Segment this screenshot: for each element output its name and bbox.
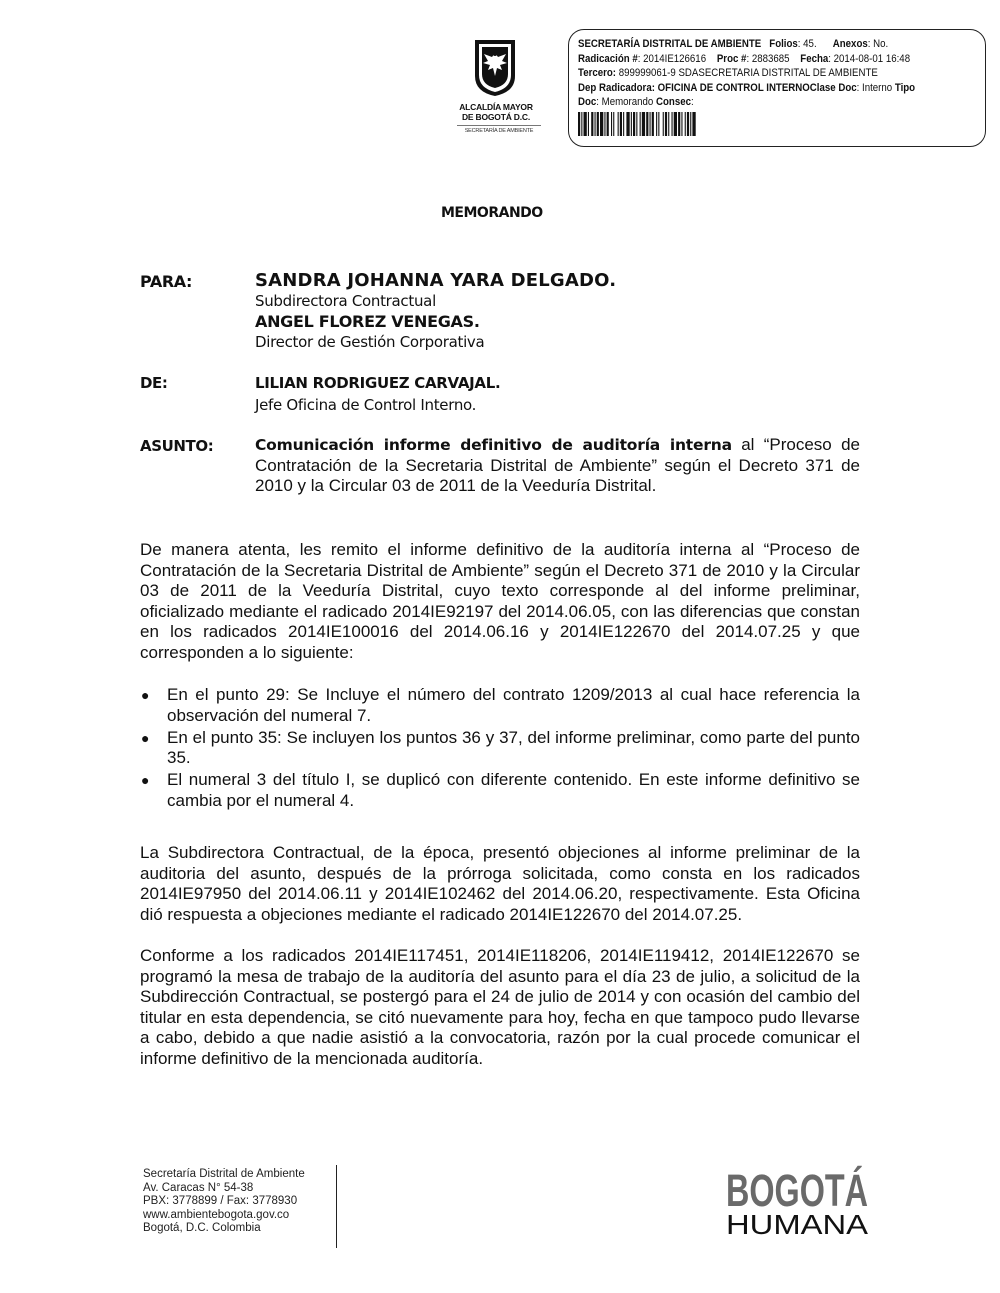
barcode-bar xyxy=(685,112,686,136)
footer-address xyxy=(143,1168,305,1236)
list-item xyxy=(140,770,860,811)
barcode-bar xyxy=(663,112,664,136)
bogota-humana-logo xyxy=(726,1165,871,1240)
sender-role: Jefe Oficina de Control Interno. xyxy=(255,396,477,414)
barcode-bar xyxy=(636,112,637,136)
list-item-text: En el punto 29: Se Incluye el número del contrato 1209/2013 al cual hace referencia la observación del numeral 7. xyxy=(167,685,860,725)
barcode-bar xyxy=(618,112,619,136)
barcode-bar xyxy=(665,112,667,136)
barcode-bar xyxy=(584,112,587,136)
recipient-name-1: SANDRA JOHANNA YARA DELGADO. xyxy=(255,270,617,291)
paragraph-objections: La Subdirectora Contractual, de la época, presentó objeciones al informe preliminar de la auditoria del asunto, después de la prórroga solicitada, como consta en los radicados 2014IE97950 del 2014.06.11 y 2014IE102462 del 2014.06.20, respectivamente. Esta Oficina dió respuesta a objeciones mediante el radicado 2014IE122670 del 2014.07.25. xyxy=(140,843,860,924)
stamp-proc-value: : 2883685 xyxy=(746,52,790,65)
barcode-bar xyxy=(631,112,632,136)
barcode-bar xyxy=(678,112,680,136)
stamp-tipo-label: Tipo xyxy=(894,81,916,94)
stamp-doc-value: : Memorando xyxy=(596,96,657,108)
barcode-bar xyxy=(607,112,609,136)
barcode-bar xyxy=(613,112,614,136)
barcode-bar xyxy=(633,112,635,136)
list-item xyxy=(140,728,860,769)
brand-line-2: HUMANA xyxy=(726,1209,869,1240)
footer-divider xyxy=(336,1165,337,1248)
stamp-radicacion-value: : 2014IE126616 xyxy=(637,52,707,65)
stamp-line-doc xyxy=(578,95,694,110)
recipient-name-2: ANGEL FLOREZ VENEGAS. xyxy=(255,312,480,331)
stamp-folios-value: : 45. xyxy=(797,38,817,50)
barcode-bar xyxy=(640,112,641,136)
stamp-consec-label: Consec xyxy=(656,96,691,108)
barcode-bar xyxy=(658,112,659,136)
stamp-anexos-label: Anexos xyxy=(832,38,868,50)
barcode-bar xyxy=(597,112,599,136)
stamp-fecha-label: Fecha xyxy=(800,52,829,65)
footer-line: Av. Caracas N° 54-38 xyxy=(143,1181,254,1194)
barcode-bar xyxy=(578,112,580,136)
bogota-crest-logo xyxy=(472,38,518,98)
footer-line: www.ambientebogota.gov.co xyxy=(143,1208,290,1221)
barcode-bar xyxy=(656,112,657,136)
stamp-proc-label: Proc # xyxy=(716,52,747,65)
barcode-bar xyxy=(668,112,669,136)
barcode-bar xyxy=(600,112,603,136)
stamp-clase-label: Clase Doc xyxy=(809,81,857,94)
barcode-bar xyxy=(692,112,695,136)
differences-list xyxy=(140,685,860,813)
barcode-bar xyxy=(626,112,629,136)
paragraph-meeting: Conforme a los radicados 2014IE117451, 2014IE118206, 2014IE119412, 2014IE122670 se programó la mesa de trabajo de la auditoría del asunto para el día 23 de julio, a solicitud de la Subdirección Contractual, se postergó para el 24 de julio de 2014 y con ocasión del cambio del titular en esta dependencia, se citó nuevamente para hoy, fecha en que tampoco pudo llevarse a cabo, debido a que nadie asistió a la convocatoria, razón por la cual procede comunicar el informe definitivo de la mencionada auditoría. xyxy=(140,946,860,1068)
bullet-icon: ● xyxy=(141,687,150,703)
list-item-text: El numeral 3 del título I, se duplicó con diferente contenido. En este informe definitivo se cambia por el numeral 4. xyxy=(167,770,860,810)
barcode-bar xyxy=(620,112,622,136)
barcode-bar xyxy=(687,112,689,136)
recipient-role-1: Subdirectora Contractual xyxy=(255,292,436,310)
de-label: DE: xyxy=(140,374,168,392)
para-label: PARA: xyxy=(140,272,193,291)
bullet-icon: ● xyxy=(141,729,150,746)
stamp-doc-label: Doc xyxy=(578,96,597,108)
barcode-bar xyxy=(681,112,682,136)
barcode-bar xyxy=(646,112,648,136)
stamp-line-dep xyxy=(578,81,915,96)
barcode-bar xyxy=(588,112,589,136)
barcode-image xyxy=(578,112,783,136)
list-item xyxy=(140,685,860,726)
logo-divider xyxy=(457,125,541,126)
footer-line: Secretaría Distrital de Ambiente xyxy=(143,1168,305,1180)
logo-text-secretaria: SECRETARÍA DE AMBIENTE xyxy=(464,128,534,134)
barcode-bar xyxy=(623,112,624,136)
stamp-clase-value: : Interno xyxy=(856,81,895,94)
footer-line: Bogotá, D.C. Colombia xyxy=(143,1222,261,1234)
barcode-bar xyxy=(581,112,582,136)
asunto-label: ASUNTO: xyxy=(140,437,214,455)
stamp-fecha-value: : 2014-08-01 16:48 xyxy=(828,52,911,65)
brand-line-1: BOGOTÁ xyxy=(726,1165,868,1216)
barcode-bar xyxy=(591,112,593,136)
stamp-dep-value: OFICINA DE CONTROL INTERNO xyxy=(654,81,810,94)
subject-rest: al “Proceso de Contratación de la Secretaria Distrital de Ambiente” según el Decreto 371 de 2010 y la Circular 03 de 2011 de la Veeduría Distrital. xyxy=(255,435,860,496)
barcode-bar xyxy=(690,112,691,136)
bullet-icon: ● xyxy=(141,772,150,789)
barcode-bar xyxy=(642,112,645,136)
subject-text xyxy=(255,435,860,497)
barcode-bar xyxy=(650,112,651,136)
stamp-consec-value: : xyxy=(690,96,694,108)
sender-name: LILIAN RODRIGUEZ CARVAJAL. xyxy=(255,374,501,392)
stamp-anexos-value: : No. xyxy=(867,38,889,50)
memo-title: MEMORANDO xyxy=(441,205,543,221)
subject-bold: Comunicación informe definitivo de auditoría interna xyxy=(255,436,732,454)
paragraph-intro: De manera atenta, les remito el informe definitivo de la auditoría interna al “Proceso de Contratación de la Secretaria Distrital de Ambiente” según el Decreto 371 de 2010 y la Circular 03 de 2011 de la Veeduría Distrital, cuyo texto corresponde al del informe preliminar, oficializado mediante el radicado 2014IE92197 del 2014.06.05, con las diferencias que constan en los radicados 2014IE100016 del 2014.06.16 y 2014IE122670 del 2014.07.25 y que corresponden a lo siguiente: xyxy=(140,540,860,662)
stamp-radicacion-label: Radicación # xyxy=(578,52,638,65)
logo-text-alcaldia: ALCALDÍA MAYOR xyxy=(459,102,533,112)
barcode-bar xyxy=(674,112,677,136)
barcode-bar xyxy=(604,112,605,136)
stamp-line-entity xyxy=(578,37,888,52)
stamp-line-tercero xyxy=(578,66,878,81)
footer-line: PBX: 3778899 / Fax: 3778930 xyxy=(143,1195,298,1207)
barcode-bar xyxy=(611,112,612,136)
logo-text-bogota: DE BOGOTÁ D.C. xyxy=(461,112,531,122)
barcode-bar xyxy=(595,112,596,136)
barcode-bar xyxy=(672,112,673,136)
stamp-dep-label: Dep Radicadora: xyxy=(578,81,655,94)
stamp-folios-label: Folios xyxy=(769,38,798,50)
stamp-line-radicacion xyxy=(578,52,910,67)
recipient-role-2: Director de Gestión Corporativa xyxy=(255,333,485,351)
stamp-tercero-label: Tercero: xyxy=(578,67,617,79)
stamp-entity: SECRETARÍA DISTRITAL DE AMBIENTE xyxy=(578,38,762,50)
stamp-tercero-value: 899999061-9 SDASECRETARIA DISTRITAL DE AMBIENTE xyxy=(616,67,878,79)
barcode-bar xyxy=(652,112,654,136)
list-item-text: En el punto 35: Se incluyen los puntos 36 y 37, del informe preliminar, como parte del punto 35. xyxy=(167,727,860,768)
